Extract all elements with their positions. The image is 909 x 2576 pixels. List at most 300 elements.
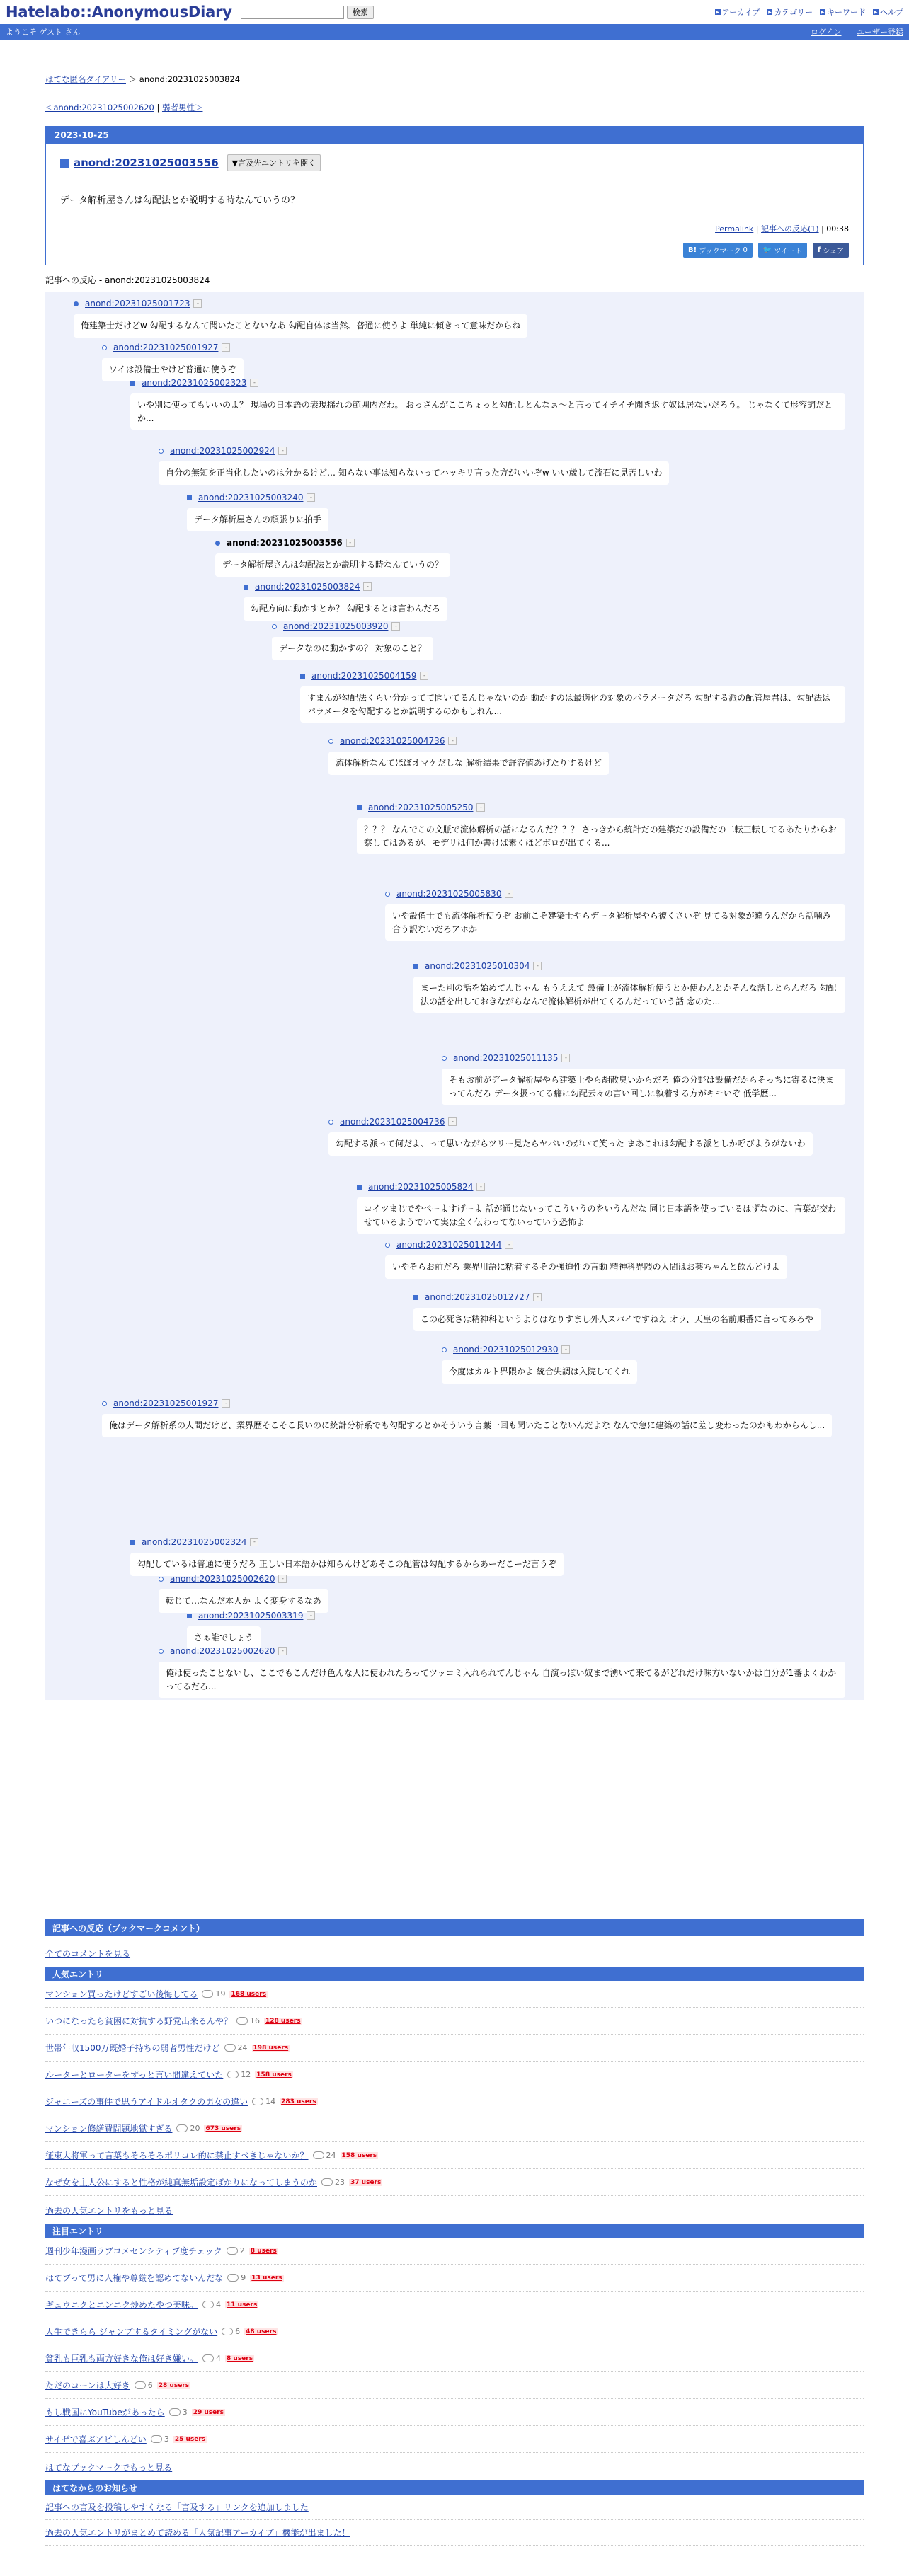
- comment-count[interactable]: [202, 1989, 225, 1999]
- news-link[interactable]: 記事への言及を投稿しやすくなる「言及する」リンクを追加しました: [45, 2502, 309, 2512]
- rank-item: [45, 2008, 864, 2035]
- entry-body-wrap: [46, 144, 863, 265]
- comment-count-value: 2: [239, 2246, 245, 2255]
- header-link-label[interactable]: カテゴリー: [774, 8, 813, 17]
- bookmark-comments-title: 記事への反応（ブックマークコメント）: [45, 1919, 864, 1936]
- reply-text: いや別に使ってもいいのよ？ 現場の日本語の表現揺れの範囲内だわ。 おっさんがここちょっと勾配しとんなぁ〜と言ってイチイチ聞き返す奴は居ないだろう。 じゃなくて形容詞だとか...: [130, 393, 845, 430]
- comment-bubble-icon: [202, 2301, 214, 2308]
- bullet-icon: [413, 1295, 418, 1300]
- reply-link[interactable]: anond:20231025003556: [227, 538, 343, 548]
- tweet-button[interactable]: [758, 243, 807, 258]
- rank-item-title[interactable]: サイゼで喜ぶアビしんどい: [45, 2434, 147, 2444]
- reply-link[interactable]: anond:20231025002620: [170, 1574, 275, 1584]
- users-badge[interactable]: 11 users: [227, 2301, 258, 2308]
- header-link-label[interactable]: ヘルプ: [880, 8, 903, 17]
- comment-count-value: 20: [190, 2124, 200, 2133]
- reply-node: [74, 299, 845, 338]
- rank-item: [45, 2372, 864, 2399]
- reply-link[interactable]: anond:20231025005830: [396, 889, 502, 899]
- collapse-toggle-icon[interactable]: -: [278, 1575, 287, 1583]
- all-comments-link[interactable]: 全てのコメントを見る: [45, 1949, 131, 1959]
- users-badge[interactable]: 8 users: [250, 2247, 277, 2255]
- reply-node: [328, 736, 845, 775]
- reply-node: [413, 1292, 845, 1331]
- arrow-icon: ▶: [768, 9, 772, 15]
- reply-header: [215, 538, 845, 548]
- facebook-share-button[interactable]: [813, 243, 849, 258]
- reply-link[interactable]: anond:20231025003319: [198, 1611, 304, 1621]
- auth-links: [798, 26, 903, 38]
- rank-item-title[interactable]: ジャニーズの事件で思うアイドルオタクの男女の違い: [45, 2097, 248, 2107]
- square-icon: [60, 159, 69, 168]
- entry-title[interactable]: anond:20231025003556: [74, 156, 219, 169]
- users-badge[interactable]: 8 users: [227, 2354, 253, 2362]
- rank-item: [45, 2062, 864, 2088]
- reaction-link[interactable]: 記事への反応(1): [761, 224, 819, 234]
- next-entry-link[interactable]: 弱者男性＞: [161, 103, 203, 113]
- comment-count[interactable]: [202, 2300, 221, 2309]
- comment-count-value: 6: [235, 2327, 241, 2336]
- rank-item-title[interactable]: マンション修繕費問題地獄すぎる: [45, 2124, 173, 2134]
- users-badge[interactable]: 128 users: [265, 2017, 301, 2025]
- rank-item-title[interactable]: ギュウニクとニンニク炒めたやつ美味。: [45, 2300, 199, 2310]
- entry-text: データ解析屋さんは勾配法とか説明する時なんていうの？: [60, 195, 300, 206]
- rank-item-title[interactable]: 征東大将軍って言葉もそろそろポリコレ的に禁止すべきじゃないか？: [45, 2151, 309, 2161]
- reply-link[interactable]: anond:20231025003824: [255, 582, 360, 592]
- header-link-label[interactable]: アーカイブ: [721, 8, 760, 17]
- collapse-toggle-icon[interactable]: -: [448, 737, 457, 745]
- bullet-icon: [385, 892, 390, 897]
- reply-node: [244, 582, 845, 621]
- reply-header: [442, 1345, 845, 1355]
- pager: [45, 102, 864, 113]
- reply-header: [272, 621, 845, 631]
- users-badge[interactable]: 29 users: [193, 2408, 224, 2416]
- users-badge[interactable]: 198 users: [253, 2044, 289, 2052]
- reply-text: 俺はデータ解析系の人間だけど、業界歴そこそこ長いのに統計分析系でも勾配するとかそういう言葉一回も聞いたことないんだよな なんで急に建築の話に差し変わったのかもわからんし...: [102, 1414, 832, 1437]
- rank-item: [45, 2035, 864, 2062]
- reply-node: [328, 1117, 845, 1156]
- reply-link[interactable]: anond:20231025002323: [142, 378, 247, 388]
- reply-header: [357, 1182, 845, 1192]
- rank-item-title[interactable]: 週刊少年漫画ラブコメセンシティブ度チェック: [45, 2246, 222, 2256]
- collapse-toggle-icon[interactable]: -: [250, 379, 258, 387]
- popular-list: [45, 1981, 864, 2196]
- collapse-toggle-icon[interactable]: -: [222, 1399, 230, 1408]
- collapse-toggle-icon[interactable]: -: [307, 493, 315, 502]
- prev-entry-link[interactable]: ＜anond:20231025002620: [45, 103, 154, 113]
- reply-text: いやそらお前だろ 業界用語に粘着するその強迫性の言動 精神科界隈の人間はお薬ちゃんと飲んどけよ: [385, 1255, 787, 1279]
- bullet-icon: [102, 345, 107, 350]
- header-link-label[interactable]: キーワード: [827, 8, 866, 17]
- breadcrumb-sep: ＞: [128, 74, 137, 84]
- breadcrumb-current: anond:20231025003824: [139, 74, 241, 84]
- reply-text: ワイは設備士やけど普通に使うぞ: [102, 358, 244, 381]
- register-link[interactable]: ユーザー登録: [857, 28, 903, 37]
- reply-header: [413, 961, 845, 971]
- reply-header: [442, 1053, 845, 1063]
- users-badge[interactable]: 13 users: [251, 2274, 282, 2282]
- rank-item: [45, 2292, 864, 2318]
- reply-text: データ解析屋さんの頑張りに拍手: [187, 508, 328, 531]
- reply-node: [159, 1646, 845, 1698]
- collapse-toggle-icon[interactable]: -: [346, 539, 355, 547]
- collapse-toggle-icon[interactable]: -: [533, 1293, 542, 1301]
- popular-more-link[interactable]: 過去の人気エントリをもっと見る: [45, 2206, 173, 2216]
- bullet-icon: [442, 1056, 447, 1061]
- bullet-icon: [300, 674, 305, 679]
- comment-count-value: 24: [326, 2151, 336, 2160]
- reply-link[interactable]: anond:20231025003240: [198, 493, 304, 502]
- reply-link[interactable]: anond:20231025005824: [368, 1182, 474, 1192]
- header-links: [715, 6, 903, 18]
- bullet-icon: [328, 1120, 333, 1125]
- news-title: はてなからのお知らせ: [45, 2480, 864, 2495]
- comment-count[interactable]: [236, 2016, 260, 2025]
- pager-sep: |: [156, 103, 160, 113]
- tweet-label: ツイート: [774, 248, 802, 255]
- permalink[interactable]: Permalink: [715, 224, 754, 234]
- reply-header: [102, 1398, 845, 1408]
- comment-count[interactable]: [224, 2043, 248, 2052]
- header-link-help[interactable]: [873, 6, 903, 18]
- arrow-icon: ▶: [874, 9, 878, 15]
- bullet-icon: [159, 1649, 164, 1654]
- facebook-icon: f: [817, 246, 821, 254]
- arrow-icon: ▶: [716, 9, 719, 15]
- breadcrumb: [45, 74, 864, 85]
- bullet-icon: [442, 1347, 447, 1352]
- reply-node: [102, 343, 845, 381]
- bullet-icon: [187, 495, 192, 500]
- reply-header: [244, 582, 845, 592]
- reply-text: いや設備士でも流体解析使うぞ お前こそ建築士やらデータ解析屋やら被くさいぞ 見てる対象が違うんだから話噛み合う訳ないだろアホか: [385, 904, 845, 941]
- reply-text: 勾配しているは普通に使うだろ 正しい日本語かは知らんけどあそこの配管は勾配するからあーだこーだ言うぞ: [130, 1553, 564, 1576]
- reply-link[interactable]: anond:20231025002620: [170, 1646, 275, 1656]
- reply-link[interactable]: anond:20231025003920: [283, 621, 389, 631]
- comment-count[interactable]: [321, 2178, 345, 2187]
- user-bar: [0, 24, 909, 40]
- search-box: [241, 6, 374, 19]
- comment-count-value: 23: [335, 2178, 345, 2187]
- comment-bubble-icon: [227, 2274, 239, 2282]
- entry-time: 00:38: [826, 224, 849, 234]
- reply-node: [159, 1574, 845, 1613]
- reply-header: [187, 1611, 845, 1621]
- entry-footer: Permalink | 記事への反応(1) | 00:38: [715, 224, 849, 234]
- reply-link[interactable]: anond:20231025005250: [368, 803, 474, 812]
- reply-node: [130, 378, 845, 430]
- reply-header: [159, 446, 845, 456]
- collapse-toggle-icon[interactable]: -: [363, 582, 372, 591]
- reply-link[interactable]: anond:20231025001723: [85, 299, 190, 309]
- comment-bubble-icon: [202, 1990, 213, 1998]
- collapse-toggle-icon[interactable]: -: [222, 343, 230, 352]
- reply-text: 勾配する派って何だよ、って思いながらツリー見たらヤバいのがいて笑った まあこれは勾配する派としか呼びようがないわ: [328, 1132, 813, 1156]
- reply-text: 自分の無知を正当化したいのは分かるけど… 知らない事は知らないってハッキリ言った方がいいぞw いい歳して流石に見苦しいわ: [159, 461, 669, 485]
- bullet-icon: [357, 805, 362, 810]
- reply-link[interactable]: anond:20231025011135: [453, 1053, 559, 1063]
- reply-node: [187, 1611, 845, 1650]
- expand-button[interactable]: ▼言及先エントリを開く: [227, 154, 321, 171]
- comment-count-value: 3: [182, 2408, 188, 2417]
- collapse-toggle-icon[interactable]: -: [250, 1538, 258, 1546]
- reply-link[interactable]: anond:20231025010304: [425, 961, 530, 971]
- reply-text: 俺建築士だけどw 勾配するなんて聞いたことないなあ 勾配自体は当然、普通に使うよ 単純に傾きって意味だからね: [74, 314, 527, 338]
- comment-count-value: 12: [241, 2070, 251, 2079]
- reply-link[interactable]: anond:20231025002324: [142, 1537, 247, 1547]
- collapse-toggle-icon[interactable]: -: [307, 1611, 315, 1620]
- bullet-icon: [130, 1540, 135, 1545]
- bullet-icon: [385, 1243, 390, 1248]
- users-badge[interactable]: 673 users: [205, 2124, 241, 2132]
- news-item: [45, 2495, 864, 2520]
- comment-count[interactable]: [169, 2408, 188, 2417]
- bottom-panels: [45, 1919, 864, 2546]
- bookmark-share-button[interactable]: [683, 243, 753, 258]
- comment-count-value: 3: [164, 2434, 169, 2444]
- rank-item-title[interactable]: マンション買ったけどすごい後悔してる: [45, 1989, 198, 1999]
- reply-link[interactable]: anond:20231025004736: [340, 1117, 445, 1127]
- reply-text: すまんが勾配法くらい分かってて聞いてるんじゃないのか 動かすのは最適化の対象のパラメータだろ 勾配する派の配管屋君は、勾配法はパラメータを勾配するとか説明するのかもしれん...: [300, 686, 845, 723]
- bullet-icon: [244, 585, 248, 590]
- rank-item: [45, 2265, 864, 2292]
- reply-node: [130, 1537, 845, 1576]
- comment-bubble-icon: [222, 2328, 233, 2335]
- rank-item: [45, 2169, 864, 2196]
- reply-text: 流体解析なんてほぼオマケだしな 解析結果で許容値あげたりするけど: [328, 752, 609, 775]
- reply-link[interactable]: anond:20231025012930: [453, 1345, 559, 1355]
- hatena-b-icon: B!: [688, 246, 697, 254]
- share-buttons: [60, 243, 849, 258]
- bird-icon: 🐦: [762, 246, 772, 254]
- users-badge[interactable]: 158 users: [256, 2071, 292, 2078]
- comment-count[interactable]: [227, 2070, 251, 2079]
- comment-count-value: 19: [215, 1989, 226, 1999]
- collapse-toggle-icon[interactable]: -: [193, 299, 202, 308]
- reply-node: [385, 1240, 845, 1279]
- comment-count-value: 4: [216, 2300, 222, 2309]
- collapse-toggle-icon[interactable]: -: [420, 672, 428, 680]
- header-link-archive[interactable]: [715, 6, 760, 18]
- entry-box: [45, 126, 864, 265]
- collapse-toggle-icon[interactable]: -: [561, 1054, 570, 1062]
- reply-header: [300, 671, 845, 681]
- rank-item-title[interactable]: 貧乳も巨乳も両方好きな俺は好き嫌い。: [45, 2354, 199, 2364]
- reply-link[interactable]: anond:20231025002924: [170, 446, 275, 456]
- reply-node: [357, 803, 845, 854]
- comment-count[interactable]: [176, 2124, 200, 2133]
- comment-count[interactable]: [227, 2246, 245, 2255]
- rank-item-title[interactable]: 世帯年収1500万既婚子持ちの弱者男性だけど: [45, 2043, 220, 2053]
- search-input[interactable]: [241, 6, 344, 19]
- reply-header: [130, 378, 845, 388]
- users-badge[interactable]: 25 users: [174, 2435, 206, 2443]
- comment-bubble-icon: [176, 2124, 188, 2132]
- facebook-share-label: シェア: [823, 248, 844, 255]
- bookmark-share-label: ブックマーク: [699, 248, 741, 255]
- comment-count[interactable]: [151, 2434, 169, 2444]
- bullet-icon: [130, 381, 135, 386]
- rank-item-title[interactable]: なぜ女を主人公にすると性格が純真無垢設定ばかりになってしまうのか: [45, 2178, 318, 2187]
- reply-node: [272, 621, 845, 660]
- attention-title: 注目エントリ: [45, 2224, 864, 2238]
- reply-node: [102, 1398, 845, 1437]
- reply-header: [357, 803, 845, 812]
- reply-text: まーた別の話を始めてんじゃん もうええて 設備士が流体解析使うとか使わんとかそんな話しとらんだろ 勾配法の話を出しておきながらなんで流体解析が出てくるんだっていう話 念のた...: [413, 977, 845, 1013]
- comment-count[interactable]: [202, 2354, 221, 2363]
- bullet-icon: [328, 739, 333, 744]
- users-badge[interactable]: 283 users: [281, 2098, 316, 2105]
- users-badge[interactable]: 28 users: [158, 2381, 190, 2389]
- reply-link[interactable]: anond:20231025001927: [113, 1398, 219, 1408]
- reply-node: [215, 538, 845, 577]
- reply-header: [328, 1117, 845, 1127]
- reply-header: [328, 736, 845, 746]
- reply-link[interactable]: anond:20231025004736: [340, 736, 445, 746]
- collapse-toggle-icon[interactable]: -: [561, 1345, 570, 1354]
- comment-bubble-icon: [236, 2017, 248, 2025]
- reply-text: コイツまじでやべーよすげーよ 話が通じないってこういうのをいうんだな 同じ日本語を使っているはずなのに、言葉が交わせているようでいて実は全く伝わってないっていう恐怖よ: [357, 1197, 845, 1234]
- welcome-text: ようこそ ゲスト さん: [6, 28, 81, 37]
- comment-count-value: 16: [250, 2016, 261, 2025]
- search-button[interactable]: 検索: [347, 6, 374, 19]
- collapse-toggle-icon[interactable]: -: [278, 1647, 287, 1655]
- attention-list: [45, 2238, 864, 2453]
- comment-count-value: 9: [241, 2273, 246, 2282]
- bullet-icon: [187, 1614, 192, 1618]
- collapse-toggle-icon[interactable]: -: [278, 447, 287, 455]
- reply-text: ？？？ なんでこの文脈で流体解析の話になるんだ？？？ さっきから統計だの建築だの設備だの二転三転してるあたりからお察してはあるが、モデリは何か書けば素くほどボロが出てくる...: [357, 818, 845, 854]
- comment-count-value: 6: [147, 2381, 153, 2390]
- comment-count[interactable]: [313, 2151, 336, 2160]
- bullet-icon: [413, 964, 418, 969]
- header-link-category[interactable]: [767, 6, 813, 18]
- entry-title-row: [60, 154, 849, 171]
- comment-count-value: 4: [216, 2354, 222, 2363]
- popular-title: 人気エントリ: [45, 1967, 864, 1981]
- reply-text: データ解析屋さんは勾配法とか説明する時なんていうの？: [215, 553, 450, 577]
- rank-item: [45, 2318, 864, 2345]
- bullet-icon: [159, 449, 164, 454]
- comment-count[interactable]: [227, 2273, 246, 2282]
- rank-item: [45, 2238, 864, 2265]
- reply-node: [300, 671, 845, 723]
- rank-item: [45, 1981, 864, 2008]
- reply-text: 俺は使ったことないし、ここでもこんだけ色んな人に使われたろってツッコミ入れられてんじゃん 自演っぽい奴まで湧いて来てるがどれだけ味方いないかは自分が1番よくわかってるだろ...: [159, 1662, 845, 1698]
- reply-header: [159, 1646, 845, 1656]
- rank-item-title[interactable]: はてブって男に人権や尊厳を認めてないんだな: [45, 2273, 224, 2283]
- reply-text: この必死さは精神科というよりはなりすまし外人スパイですねえ オラ、天皇の名前順番に言ってみろや: [413, 1308, 821, 1331]
- comment-bubble-icon: [202, 2354, 214, 2362]
- users-badge[interactable]: 158 users: [341, 2151, 377, 2159]
- rank-item: [45, 2399, 864, 2426]
- comment-count[interactable]: [252, 2097, 275, 2106]
- bullet-icon: [215, 541, 220, 546]
- collapse-toggle-icon[interactable]: -: [476, 803, 485, 812]
- comment-bubble-icon: [227, 2071, 239, 2078]
- reply-header: [74, 299, 845, 309]
- rank-item-title[interactable]: 人生できらら ジャンプするタイミングがない: [45, 2327, 218, 2337]
- rank-item: [45, 2115, 864, 2142]
- users-badge[interactable]: 48 users: [246, 2328, 277, 2335]
- reply-header: [130, 1537, 845, 1547]
- users-badge[interactable]: 168 users: [231, 1990, 267, 1998]
- news-link[interactable]: 過去の人気エントリがまとめて読める「人気記事アーカイブ」機能が出ました！: [45, 2528, 350, 2538]
- rank-item: [45, 2142, 864, 2169]
- breadcrumb-root[interactable]: はてな匿名ダイアリー: [45, 74, 126, 84]
- reply-text: 転じて…なんだ本人か よく変身するなあ: [159, 1589, 328, 1613]
- collapse-toggle-icon[interactable]: -: [391, 622, 400, 631]
- reply-node: [187, 493, 845, 531]
- reply-node: [385, 889, 845, 941]
- comment-count-value: 24: [237, 2043, 248, 2052]
- comment-bubble-icon: [313, 2151, 324, 2159]
- comment-bubble-icon: [227, 2247, 238, 2255]
- main-content: [45, 74, 864, 2546]
- collapse-toggle-icon[interactable]: -: [448, 1117, 457, 1126]
- rank-item-title[interactable]: いつになったら貧困に対抗する野党出来るんや？: [45, 2016, 233, 2026]
- rank-item-title[interactable]: ただのコーンは大好き: [45, 2381, 130, 2391]
- bullet-icon: [357, 1185, 362, 1190]
- reply-link[interactable]: anond:20231025011244: [396, 1240, 502, 1250]
- reply-header: [102, 343, 845, 352]
- reply-header: [159, 1574, 845, 1584]
- reply-node: [357, 1182, 845, 1234]
- header-link-keyword[interactable]: [820, 6, 866, 18]
- rank-item: [45, 2345, 864, 2372]
- entry-date: 2023-10-25: [46, 127, 863, 144]
- reply-text: 今度はカルト界隈かよ 統合失調は入院してくれ: [442, 1360, 637, 1384]
- comment-count[interactable]: [222, 2327, 240, 2336]
- users-badge[interactable]: 37 users: [350, 2178, 382, 2186]
- comment-bubble-icon: [135, 2381, 146, 2389]
- comment-bubble-icon: [252, 2098, 263, 2105]
- collapse-toggle-icon[interactable]: -: [476, 1183, 485, 1191]
- reply-link[interactable]: anond:20231025004159: [311, 671, 417, 681]
- login-link[interactable]: ログイン: [811, 28, 842, 37]
- bullet-icon: [102, 1401, 107, 1406]
- reply-link[interactable]: anond:20231025012727: [425, 1292, 530, 1302]
- comment-bubble-icon: [151, 2435, 162, 2443]
- collapse-toggle-icon[interactable]: -: [505, 890, 513, 898]
- attention-more-link[interactable]: はてなブックマークでもっと見る: [45, 2463, 173, 2473]
- reply-text: さぁ誰でしょう: [187, 1626, 261, 1650]
- comment-count[interactable]: [135, 2381, 153, 2390]
- rank-item: [45, 2088, 864, 2115]
- bookmark-share-count: 0: [743, 246, 748, 254]
- reply-text: そもお前がデータ解析屋やら建築士やら胡散臭いからだろ 俺の分野は設備だからそっちに寄るに決まってんだろ データ扱ってる癖に勾配云々の言い回しに執着する方がキモいぞ 低学歴...: [442, 1069, 845, 1105]
- collapse-toggle-icon[interactable]: -: [505, 1241, 513, 1249]
- rank-item: [45, 2426, 864, 2453]
- reply-link[interactable]: anond:20231025001927: [113, 343, 219, 352]
- news-item: [45, 2520, 864, 2546]
- reply-node: [442, 1345, 845, 1384]
- reply-node: [159, 446, 845, 485]
- site-header: [0, 0, 909, 24]
- site-logo[interactable]: Hatelabo::AnonymousDiary: [6, 4, 232, 21]
- news-list: [45, 2495, 864, 2546]
- reply-text: データなのに動かすの？ 対象のこと？: [272, 637, 433, 660]
- reply-header: [385, 889, 845, 899]
- bullet-icon: [272, 624, 277, 629]
- reply-node: [442, 1053, 845, 1105]
- arrow-icon: ▶: [821, 9, 825, 15]
- rank-item-title[interactable]: ルーターとローターをずっと言い間違えていた: [45, 2070, 224, 2080]
- rank-item-title[interactable]: もし戦国にYouTubeがあったら: [45, 2408, 165, 2417]
- comment-bubble-icon: [169, 2408, 181, 2416]
- collapse-toggle-icon[interactable]: -: [533, 962, 542, 970]
